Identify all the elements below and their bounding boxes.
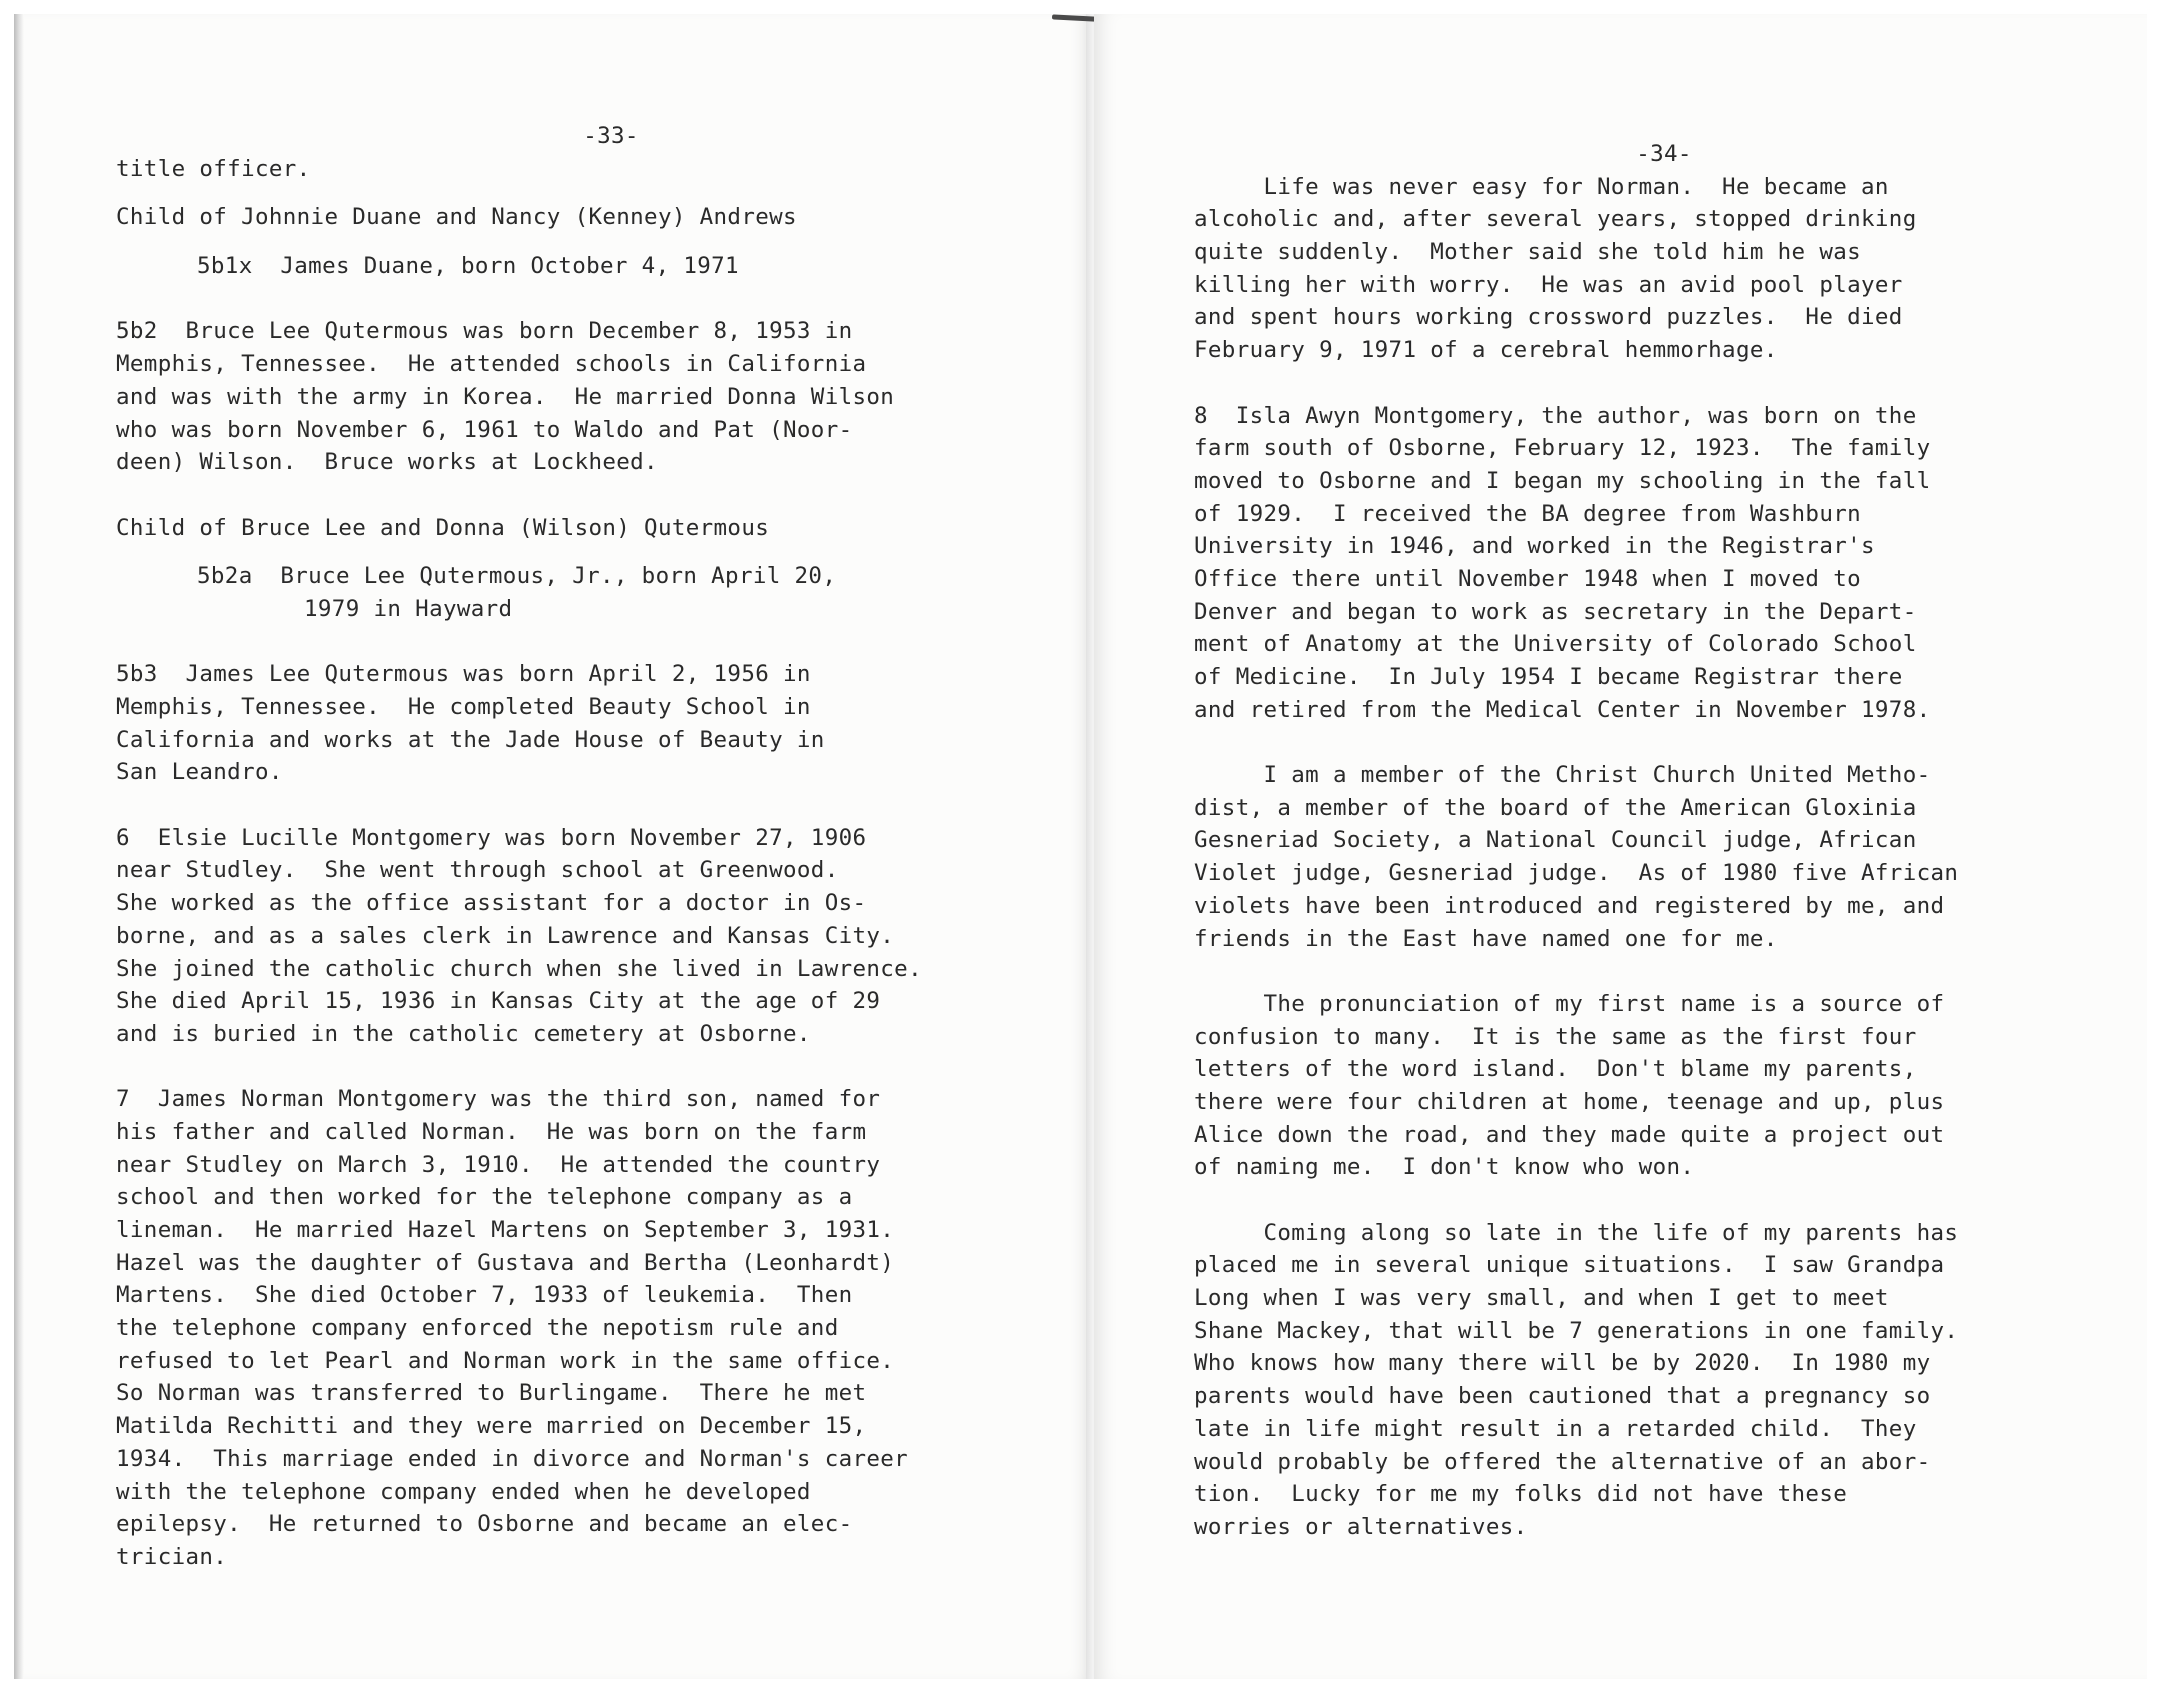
- left-page-body: [116, 153, 1076, 1574]
- paragraph-gap: [116, 626, 1076, 659]
- paragraph: [1194, 988, 2134, 1184]
- text-line: 7 James Norman Montgomery was the third son, named for: [116, 1086, 881, 1113]
- text-line: late in life might result in a retarded child. They: [1194, 1415, 1917, 1442]
- page-number: -34-: [1636, 141, 1692, 167]
- text-line: farm south of Osborne, February 12, 1923. The family: [1194, 435, 1931, 462]
- text-line: with the telephone company ended when he developed: [116, 1478, 811, 1505]
- text-line: Child of Bruce Lee and Donna (Wilson) Qutermous: [116, 514, 770, 541]
- text-line: Who knows how many there will be by 2020. In 1980 my: [1194, 1350, 1931, 1377]
- paragraph-gap: [116, 185, 1076, 201]
- text-line: Child of Johnnie Duane and Nancy (Kenney) Andrews: [116, 204, 797, 231]
- text-line: lineman. He married Hazel Martens on September 3, 1931.: [116, 1217, 895, 1243]
- text-line: refused to let Pearl and Norman work in the same office.: [116, 1347, 895, 1374]
- paragraph-gap: [1194, 955, 2134, 988]
- text-line: Memphis, Tennessee. He attended schools in California: [116, 351, 867, 378]
- paragraph: [1194, 759, 2134, 955]
- text-line: Shane Mackey, that will be 7 generations in one family.: [1194, 1317, 1959, 1344]
- paragraph-gap: [1194, 1184, 2134, 1217]
- text-line: trician.: [116, 1543, 228, 1570]
- text-line: violets have been introduced and registered by me, and: [1194, 892, 1945, 919]
- text-line: Violet judge, Gesneriad judge. As of 1980 five African: [1194, 860, 1959, 887]
- text-line: San Leandro.: [116, 759, 283, 786]
- text-line: 5b1x James Duane, born October 4, 1971: [197, 253, 739, 280]
- text-line: alcoholic and, after several years, stopped drinking: [1194, 206, 1917, 233]
- text-line: Martens. She died October 7, 1933 of leukemia. Then: [116, 1282, 853, 1309]
- text-line: So Norman was transferred to Burlingame. There he met: [116, 1380, 867, 1407]
- text-line: killing her with worry. He was an avid pool player: [1194, 271, 1903, 298]
- text-line: deen) Wilson. Bruce works at Lockheed.: [116, 449, 658, 476]
- text-line: Coming along so late in the life of my parents has: [1194, 1219, 1959, 1246]
- text-line: 5b2a Bruce Lee Qutermous, Jr., born April 20,: [197, 563, 837, 590]
- text-line: and spent hours working crossword puzzles. He died: [1194, 304, 1903, 331]
- text-line: confusion to many. It is the same as the first four: [1194, 1023, 1917, 1050]
- text-line: title officer.: [116, 155, 311, 182]
- text-line: February 9, 1971 of a cerebral hemmorhage.: [1194, 337, 1778, 364]
- text-line: 1979 in Hayward: [304, 595, 513, 622]
- text-line: Gesneriad Society, a National Council judge, African: [1194, 827, 1917, 854]
- text-line: Denver and began to work as secretary in the Depart-: [1194, 598, 1917, 625]
- paragraph: [1194, 171, 2134, 367]
- text-line: and was with the army in Korea. He married Donna Wilson: [116, 383, 895, 410]
- text-line: of naming me. I don't know who won.: [1194, 1154, 1695, 1181]
- text-line: epilepsy. He returned to Osborne and became an elec-: [116, 1511, 853, 1538]
- right-page-body: [1194, 171, 2134, 1544]
- text-line: friends in the East have named one for me.: [1194, 925, 1778, 952]
- text-line: letters of the word island. Don't blame my parents,: [1194, 1056, 1917, 1083]
- text-line: 8 Isla Awyn Montgomery, the author, was born on the: [1194, 402, 1917, 429]
- text-line: Office there until November 1948 when I moved to: [1194, 565, 1862, 592]
- text-line: the telephone company enforced the nepotism rule and: [116, 1315, 839, 1342]
- text-line: tion. Lucky for me my folks did not have these: [1194, 1481, 1848, 1508]
- text-line: of Medicine. In July 1954 I became Registrar there: [1194, 664, 1903, 690]
- paragraph-gap: [116, 234, 1076, 250]
- text-line: 6 Elsie Lucille Montgomery was born November 27, 1906: [116, 824, 867, 851]
- text-line: who was born November 6, 1961 to Waldo and Pat (Noor-: [116, 416, 853, 443]
- left-page-text: [116, 120, 1076, 1574]
- text-line: dist, a member of the board of the American Gloxinia: [1194, 794, 1917, 821]
- paragraph: [116, 822, 1076, 1051]
- text-line: Hazel was the daughter of Gustava and Bertha (Leonhardt): [116, 1249, 895, 1276]
- text-line: Matilda Rechitti and they were married on December 15,: [116, 1413, 867, 1440]
- paragraph-gap: [1194, 726, 2134, 759]
- text-line: of 1929. I received the BA degree from Washburn: [1194, 500, 1862, 527]
- paragraph: [1194, 1217, 2134, 1544]
- paragraph-gap: [116, 544, 1076, 560]
- text-line: and retired from the Medical Center in November 1978.: [1194, 696, 1931, 723]
- text-line: Life was never easy for Norman. He became an: [1194, 173, 1889, 200]
- text-line: quite suddenly. Mother said she told him he was: [1194, 239, 1862, 266]
- text-line: worries or alternatives.: [1194, 1513, 1528, 1540]
- paragraph-gap: [116, 789, 1076, 822]
- paragraph: [116, 315, 1076, 478]
- text-line: there were four children at home, teenage and up, plus: [1194, 1088, 1945, 1115]
- text-line: moved to Osborne and I began my schooling in the fall: [1194, 467, 1931, 494]
- paragraph: [116, 658, 1076, 789]
- text-line: near Studley. She went through school at Greenwood.: [116, 857, 839, 884]
- paragraph: [1194, 400, 2134, 727]
- text-line: I am a member of the Christ Church United Metho-: [1194, 762, 1931, 789]
- text-line: California and works at the Jade House of Beauty in: [116, 726, 825, 753]
- text-line: his father and called Norman. He was born on the farm: [116, 1118, 867, 1145]
- text-line: 1934. This marriage ended in divorce and Norman's career: [116, 1445, 909, 1472]
- text-line: and is buried in the catholic cemetery at Osborne.: [116, 1020, 811, 1047]
- paragraph-gap: [116, 479, 1076, 512]
- text-line: She joined the catholic church when she lived in Lawrence.: [116, 955, 922, 982]
- text-line: 5b3 James Lee Qutermous was born April 2, 1956 in: [116, 661, 811, 688]
- paragraph-gap: [116, 283, 1076, 316]
- text-line: would probably be offered the alternative of an abor-: [1194, 1448, 1931, 1475]
- text-line: borne, and as a sales clerk in Lawrence and Kansas City.: [116, 922, 895, 949]
- left-page: [14, 14, 1094, 1679]
- paragraph-gap: [1194, 367, 2134, 400]
- text-line: near Studley on March 3, 1910. He attended the country: [116, 1151, 881, 1178]
- paragraph-gap: [116, 1051, 1076, 1084]
- page-number: -33-: [583, 123, 639, 149]
- right-page-text: [1194, 138, 2134, 1544]
- text-line: Long when I was very small, and when I get to meet: [1194, 1285, 1889, 1312]
- text-line: She died April 15, 1936 in Kansas City at the age of 29: [116, 988, 881, 1015]
- text-line: parents would have been cautioned that a pregnancy so: [1194, 1383, 1931, 1410]
- text-line: ment of Anatomy at the University of Colorado School: [1194, 631, 1917, 658]
- text-line: Memphis, Tennessee. He completed Beauty School in: [116, 694, 811, 720]
- text-line: 5b2 Bruce Lee Qutermous was born December 8, 1953 in: [116, 318, 853, 345]
- text-line: She worked as the office assistant for a doctor in Os-: [116, 890, 867, 917]
- page-edge-shadow: [14, 14, 24, 1679]
- text-line: The pronunciation of my first name is a source of: [1194, 990, 1945, 1017]
- text-line: Alice down the road, and they made quite a project out: [1194, 1121, 1945, 1148]
- paragraph: [116, 1083, 1076, 1573]
- text-line: University in 1946, and worked in the Registrar's: [1194, 533, 1875, 560]
- right-page: [1094, 14, 2147, 1679]
- text-line: school and then worked for the telephone company as a: [116, 1184, 853, 1211]
- text-line: placed me in several unique situations. I saw Grandpa: [1194, 1252, 1945, 1279]
